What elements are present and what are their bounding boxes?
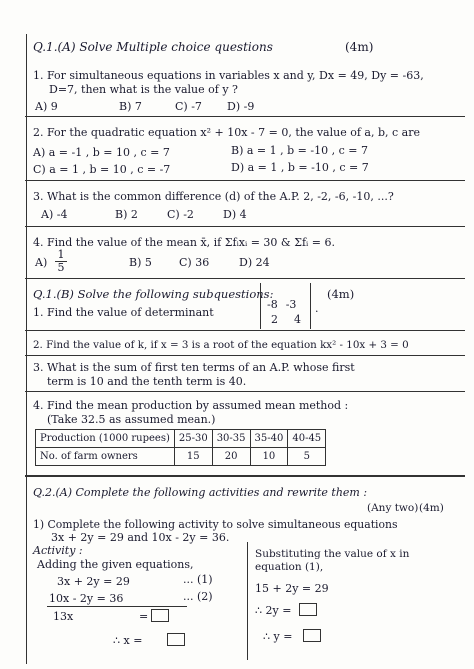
q2a-eq2-tag: ... (2) [183, 590, 213, 603]
q1a-item2-opt-c: C) a = 1 , b = 10 , c = -7 [33, 163, 171, 176]
q2a-item1-line1: 1) Complete the following activity to solve simultaneous equations [33, 518, 398, 531]
determinant-right-bar [310, 283, 311, 329]
q1a-item2-line1: 2. For the quadratic equation x² + 10x - 7 = 0, the value of a, b, c are [33, 126, 420, 139]
fraction-numerator: 1 [57, 248, 65, 261]
q2a-heading: Q.2.(A) Complete the following activities and rewrite them : [33, 486, 368, 499]
table-header-row [36, 430, 326, 448]
determinant [267, 298, 301, 326]
q1a-item3-opt-a: A) -4 [41, 208, 68, 221]
q2a-adding: Adding the given equations, [37, 558, 194, 571]
q2a-therefore-y: ∴ y = [263, 630, 293, 643]
q1a-item4-opt-a: A) [35, 256, 48, 269]
q2a-marks: (4m) [419, 502, 444, 514]
q1a-item1-opt-c: C) -7 [175, 100, 202, 113]
divider [25, 116, 465, 117]
determinant-left-bar [260, 283, 261, 329]
divider [25, 330, 465, 331]
q1a-heading: Q.1.(A) Solve Multiple choice questions [33, 40, 273, 54]
q1a-item4-opt-c: C) 36 [179, 256, 210, 269]
q1a-item4-line1: 4. Find the value of the mean x̄, if Σfᵢxᵢ = 30 & Σfᵢ = 6. [33, 236, 335, 249]
answer-box-x[interactable] [167, 633, 185, 646]
det-r2c2: 4 [294, 313, 301, 326]
q1a-item3-opt-c: C) -2 [167, 208, 194, 221]
q1a-item2-opt-d: D) a = 1 , b = -10 , c = 7 [231, 161, 369, 174]
q1a-item1-opt-a: A) 9 [35, 100, 58, 113]
divider [25, 278, 465, 279]
divider [25, 226, 465, 227]
q1a-item3-line1: 3. What is the common difference (d) of the A.P. 2, -2, -6, -10, ...? [33, 190, 394, 203]
divider [25, 391, 465, 392]
q1b-item4-line1: 4. Find the mean production by assumed mean method : [33, 399, 349, 412]
q1a-item1-line2: D=7, then what is the value of y ? [49, 83, 238, 96]
activity-divider [247, 542, 248, 660]
table-header-cell: Production (1000 rupees) [36, 430, 175, 448]
sum-line [47, 606, 187, 607]
q2a-any: (Any two) [367, 502, 419, 514]
det-r1c1: -8 [267, 298, 278, 311]
q1a-marks: (4m) [345, 40, 374, 54]
q2a-sum-left: 13x [53, 610, 74, 623]
q1a-item3-opt-b: B) 2 [115, 208, 138, 221]
table-cell: No. of farm owners [36, 448, 175, 466]
q1b-item2: 2. Find the value of k, if x = 3 is a root of the equation kx² - 10x + 3 = 0 [33, 339, 409, 351]
q1a-item4-fraction [55, 250, 67, 273]
section-divider [25, 475, 465, 477]
q2a-item1-line2: 3x + 2y = 29 and 10x - 2y = 36. [51, 531, 230, 544]
q2a-eq1: 3x + 2y = 29 [57, 575, 130, 588]
q2a-subst-line1: Substituting the value of x in [255, 548, 410, 560]
q2a-therefore-2y: ∴ 2y = [255, 604, 292, 617]
divider [25, 180, 465, 181]
table-header-cell: 25-30 [174, 430, 212, 448]
question-paper [26, 34, 465, 664]
table-cell: 10 [250, 448, 288, 466]
table-header-cell: 30-35 [212, 430, 250, 448]
q1b-item1: 1. Find the value of determinant [33, 306, 214, 319]
q1a-item2-opt-a: A) a = -1 , b = 10 , c = 7 [33, 146, 170, 159]
q1b-item4-line2: (Take 32.5 as assumed mean.) [47, 413, 216, 426]
table-cell: 15 [174, 448, 212, 466]
q1a-item4-opt-b: B) 5 [129, 256, 152, 269]
table-header-cell: 40-45 [288, 430, 326, 448]
production-table [35, 429, 326, 466]
fraction-denominator: 5 [57, 261, 65, 274]
q1a-item2-opt-b: B) a = 1 , b = -10 , c = 7 [231, 144, 368, 157]
q2a-eq2: 10x - 2y = 36 [49, 592, 124, 605]
table-cell: 5 [288, 448, 326, 466]
q2a-therefore-x: ∴ x = [113, 634, 143, 647]
q1b-marks: (4m) [327, 287, 355, 301]
q1a-item1-line1: 1. For simultaneous equations in variables x and y, Dx = 49, Dy = -63, [33, 69, 424, 82]
q1a-item3-opt-d: D) 4 [223, 208, 247, 221]
table-header-cell: 35-40 [250, 430, 288, 448]
answer-box-2y[interactable] [299, 603, 317, 616]
q2a-eq1-tag: ... (1) [183, 573, 213, 586]
q1a-item1-opt-d: D) -9 [227, 100, 255, 113]
q1b-item3-line2: term is 10 and the tenth term is 40. [47, 375, 247, 388]
q2a-subst-eq: 15 + 2y = 29 [255, 582, 329, 595]
det-r1c2: -3 [285, 298, 297, 311]
q1b-heading: Q.1.(B) Solve the following subquestions: [33, 287, 274, 301]
table-cell: 20 [212, 448, 250, 466]
q1b-item1-period: . [315, 302, 319, 315]
det-r2c1: 2 [271, 313, 278, 326]
q2a-subst-line2: equation (1), [255, 561, 324, 573]
answer-box-13x[interactable] [151, 609, 169, 622]
divider [25, 355, 465, 356]
table-row [36, 448, 326, 466]
answer-box-y[interactable] [303, 629, 321, 642]
q2a-activity-label: Activity : [33, 544, 83, 557]
q1a-item4-opt-d: D) 24 [239, 256, 270, 269]
q2a-sum-eq: = [139, 610, 149, 623]
q1b-item3-line1: 3. What is the sum of first ten terms of an A.P. whose first [33, 361, 355, 374]
q1a-item1-opt-b: B) 7 [119, 100, 142, 113]
